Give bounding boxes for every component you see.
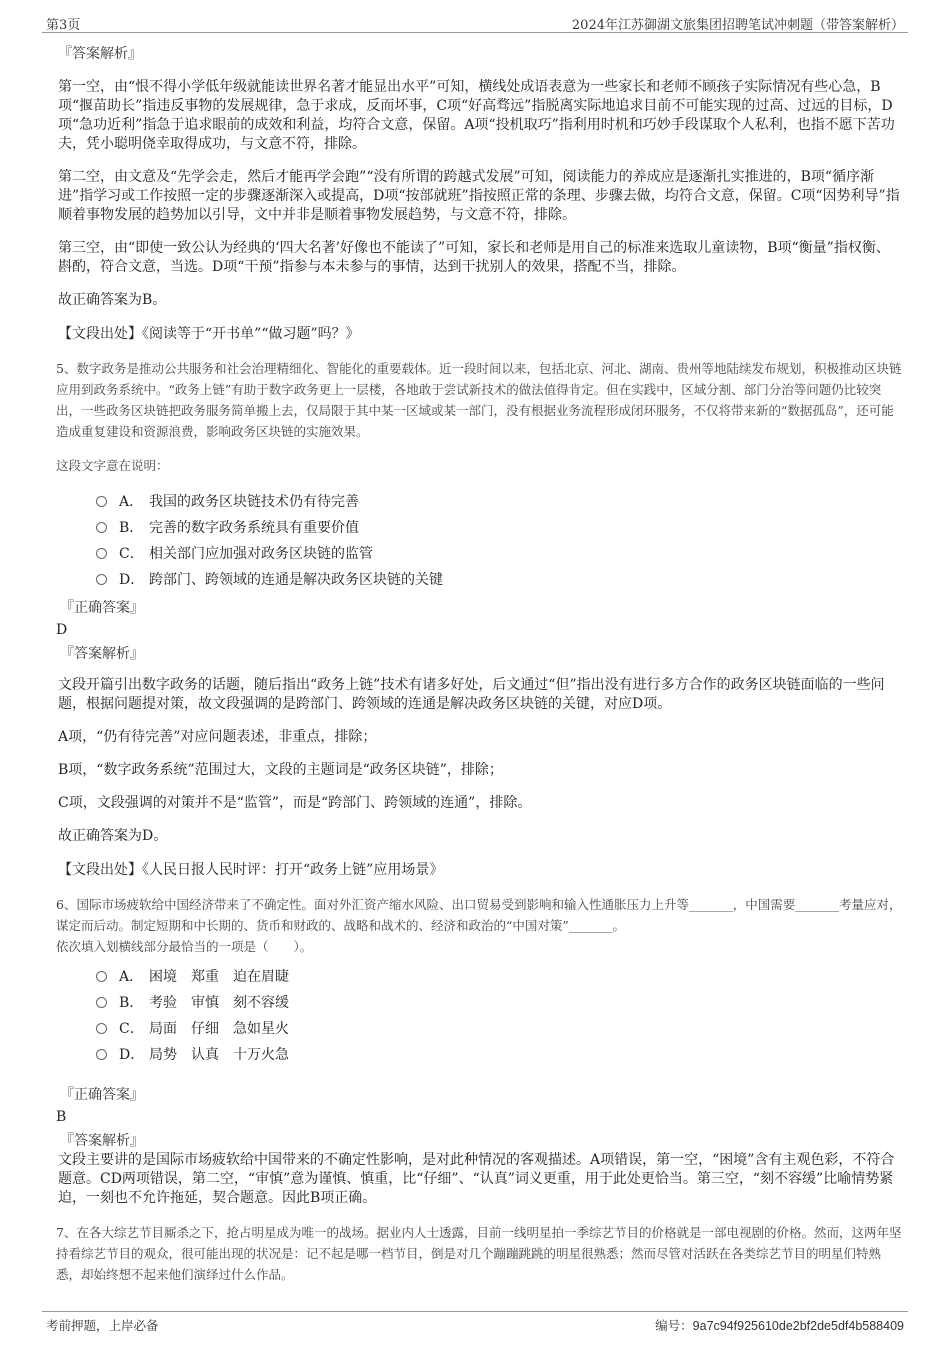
radio-button-icon[interactable] — [96, 574, 107, 585]
q5-correct-label: 『正确答案』 — [60, 600, 144, 616]
footer-slogan: 考前押题，上岸必备 — [46, 1318, 159, 1333]
q5-analysis-p3: B项，“数字政务系统”范围过大，文段的主题词是“政务区块链”，排除； — [58, 762, 503, 778]
q7-stem: 7、在各大综艺节目厮杀之下，抢占明星成为唯一的战场。据业内人士透露，目前一线明星拍一季综艺节目的价格就是一部电视剧的价格。然而，这两年坚持看综艺节目的观众，很可能出现的状况是：记不起是哪一档节目，倒是对几个蹦蹦跳跳的明星很熟悉；然而尽管对活跃在各类综艺节目的明星们特熟悉，却始终想不起来他们演绎过什么作品。 — [56, 1225, 902, 1282]
q5-option-b[interactable] — [96, 514, 902, 540]
q5-analysis-p4: C项，文段强调的对策并不是“监管”，而是“跨部门、跨领域的连通”，排除。 — [58, 795, 532, 811]
q5-prompt: 这段文字意在说明： — [56, 458, 169, 473]
radio-button-icon[interactable] — [96, 496, 107, 507]
q4-source: 【文段出处】《阅读等于“开书单”“做习题”吗？》 — [58, 326, 360, 342]
q4-analysis-p1: 第一空，由“恨不得小学低年级就能读世界名著才能显出水平”可知，横线处成语表意为一些家长和老师不顾孩子实际情况有些心急，B项“揠苗助长”指违反事物的发展规律，急于求成，反而坏事，C项“好高骛远”指脱离实际地追求目前不可能实现的过高、过远的目标，D项“急功近利”指急于追求眼前的成效和利益，均符合文意，保留。A项“投机取巧”指利用时机和巧妙手段谋取个人私利，也指不愿下苦功夫，凭小聪明侥幸取得成功，与文意不符，排除。 — [58, 79, 895, 152]
q4-analysis-p3: 第三空，由“即使一致公认为经典的‘四大名著’好像也不能读了”可知，家长和老师是用自己的标准来选取儿童读物，B项“衡量”指权衡、斟酌，符合文意，当选。D项“干预”指参与本未参与的事情，达到干扰别人的效果，搭配不当，排除。 — [58, 240, 890, 275]
radio-button-icon[interactable] — [96, 971, 107, 982]
radio-button-icon[interactable] — [96, 1049, 107, 1060]
option-letter: B． — [119, 520, 144, 536]
document-code-value: 9a7c94f925610de2bf2de5df4b588409 — [692, 1319, 904, 1333]
page-number: 第3页 — [46, 18, 81, 33]
q5-correct-answer: D — [56, 622, 68, 638]
q5-options — [96, 488, 902, 592]
option-letter: B． — [119, 995, 144, 1011]
q5-analysis-p2: A项，“仍有待完善”对应问题表述，非重点，排除； — [58, 729, 377, 745]
page-header — [42, 10, 908, 33]
q6-option-d[interactable] — [96, 1041, 902, 1067]
q6-option-a[interactable] — [96, 963, 902, 989]
option-text: 完善的数字政务系统具有重要价值 — [149, 520, 359, 536]
q5-conclusion: 故正确答案为D。 — [58, 828, 168, 844]
q6-correct-label: 『正确答案』 — [60, 1087, 144, 1103]
q5-stem: 5、数字政务是推动公共服务和社会治理精细化、智能化的重要载体。近一段时间以来，包括北京、河北、湖南、贵州等地陆续发布规划，积极推动区块链应用到政务系统中。“政务上链”有助于数字政务更上一层楼，各地敢于尝试新技术的做法值得肯定。但在实践中，区域分割、部门分治等问题仍比较突出，一些政务区块链把政务服务简单搬上去，仅局限于其中某一区域或某一部门，没有根据业务流程形成闭环服务，不仅将带来新的“数据孤岛”，还可能造成重复建设和资源浪费，影响政务区块链的实施效果。 — [56, 361, 902, 439]
option-text: 考验 审慎 刻不容缓 — [149, 995, 289, 1011]
page-content — [56, 44, 902, 1293]
q5-option-c[interactable] — [96, 540, 902, 566]
q6-correct-answer: B — [56, 1109, 67, 1125]
q4-conclusion: 故正确答案为B。 — [58, 292, 167, 308]
q6-stem: 6、国际市场疲软给中国经济带来了不确定性。面对外汇资产缩水风险、出口贸易受到影响和输入性通胀压力上升等_______，中国需要_______考量应对，谋定而后动。制定短期和中长期的、货币和财政的、战略和战术的、经济和政治的“中国对策”_______。 — [56, 897, 902, 933]
document-code — [655, 1316, 904, 1334]
option-text: 局势 认真 十万火急 — [149, 1047, 289, 1063]
option-text: 我国的政务区块链技术仍有待完善 — [149, 494, 359, 510]
q6-prompt: 依次填入划横线部分最恰当的一项是（ ）。 — [56, 939, 313, 954]
option-letter: D． — [119, 1047, 145, 1063]
option-text: 局面 仔细 急如星火 — [149, 1021, 289, 1037]
document-title: 2024年江苏御湖文旅集团招聘笔试冲刺题（带答案解析） — [571, 18, 904, 33]
q4-analysis-label: 『答案解析』 — [58, 46, 142, 62]
option-letter: A． — [119, 969, 144, 985]
q6-analysis-label: 『答案解析』 — [60, 1133, 144, 1149]
option-text: 困境 郑重 迫在眉睫 — [149, 969, 289, 985]
q6-option-b[interactable] — [96, 989, 902, 1015]
radio-button-icon[interactable] — [96, 1023, 107, 1034]
option-letter: C． — [119, 546, 144, 562]
q6-analysis-p1: 文段主要讲的是国际市场疲软给中国带来的不确定性影响，是对此种情况的客观描述。A项错误，第一空，“困境”含有主观色彩，不符合题意。CD两项错误，第二空，“审慎”意为谨慎、慎重，比“仔细”、“认真”词义更重，用于此处更恰当。第三空，“刻不容缓”比喻情势紧迫，一刻也不允许拖延，契合题意。因此B项正确。 — [58, 1152, 895, 1206]
q5-option-a[interactable] — [96, 488, 902, 514]
q5-analysis-p1: 文段开篇引出数字政务的话题，随后指出“政务上链”技术有诸多好处，后文通过“但”指出没有进行多方合作的政务区块链面临的一些问题，根据问题提对策，故文段强调的是跨部门、跨领域的连通是解决政务区块链的关键，对应D项。 — [58, 677, 885, 712]
radio-button-icon[interactable] — [96, 548, 107, 559]
radio-button-icon[interactable] — [96, 522, 107, 533]
option-letter: C． — [119, 1021, 144, 1037]
q5-analysis-label: 『答案解析』 — [60, 646, 144, 662]
page-footer — [42, 1311, 908, 1334]
document-code-label: 编号： — [655, 1318, 693, 1333]
radio-button-icon[interactable] — [96, 997, 107, 1008]
q4-analysis-p2: 第二空，由文意及“先学会走，然后才能再学会跑”“没有所谓的跨越式发展”可知，阅读能力的养成应是逐渐扎实推进的，B项“循序渐进”指学习或工作按照一定的步骤逐渐深入或提高，D项“按部就班”指按照正常的条理、步骤去做，均符合文意，保留。C项“因势利导”指顺着事物发展的趋势加以引导，文中并非是顺着事物发展趋势，与文意不符，排除。 — [58, 169, 900, 223]
q5-option-d[interactable] — [96, 566, 902, 592]
option-text: 相关部门应加强对政务区块链的监管 — [149, 546, 373, 562]
q5-source: 【文段出处】《人民日报人民时评：打开“政务上链”应用场景》 — [58, 862, 444, 878]
q6-options — [96, 963, 902, 1067]
q6-option-c[interactable] — [96, 1015, 902, 1041]
option-letter: D． — [119, 572, 145, 588]
option-letter: A． — [119, 494, 144, 510]
option-text: 跨部门、跨领域的连通是解决政务区块链的关键 — [149, 572, 443, 588]
